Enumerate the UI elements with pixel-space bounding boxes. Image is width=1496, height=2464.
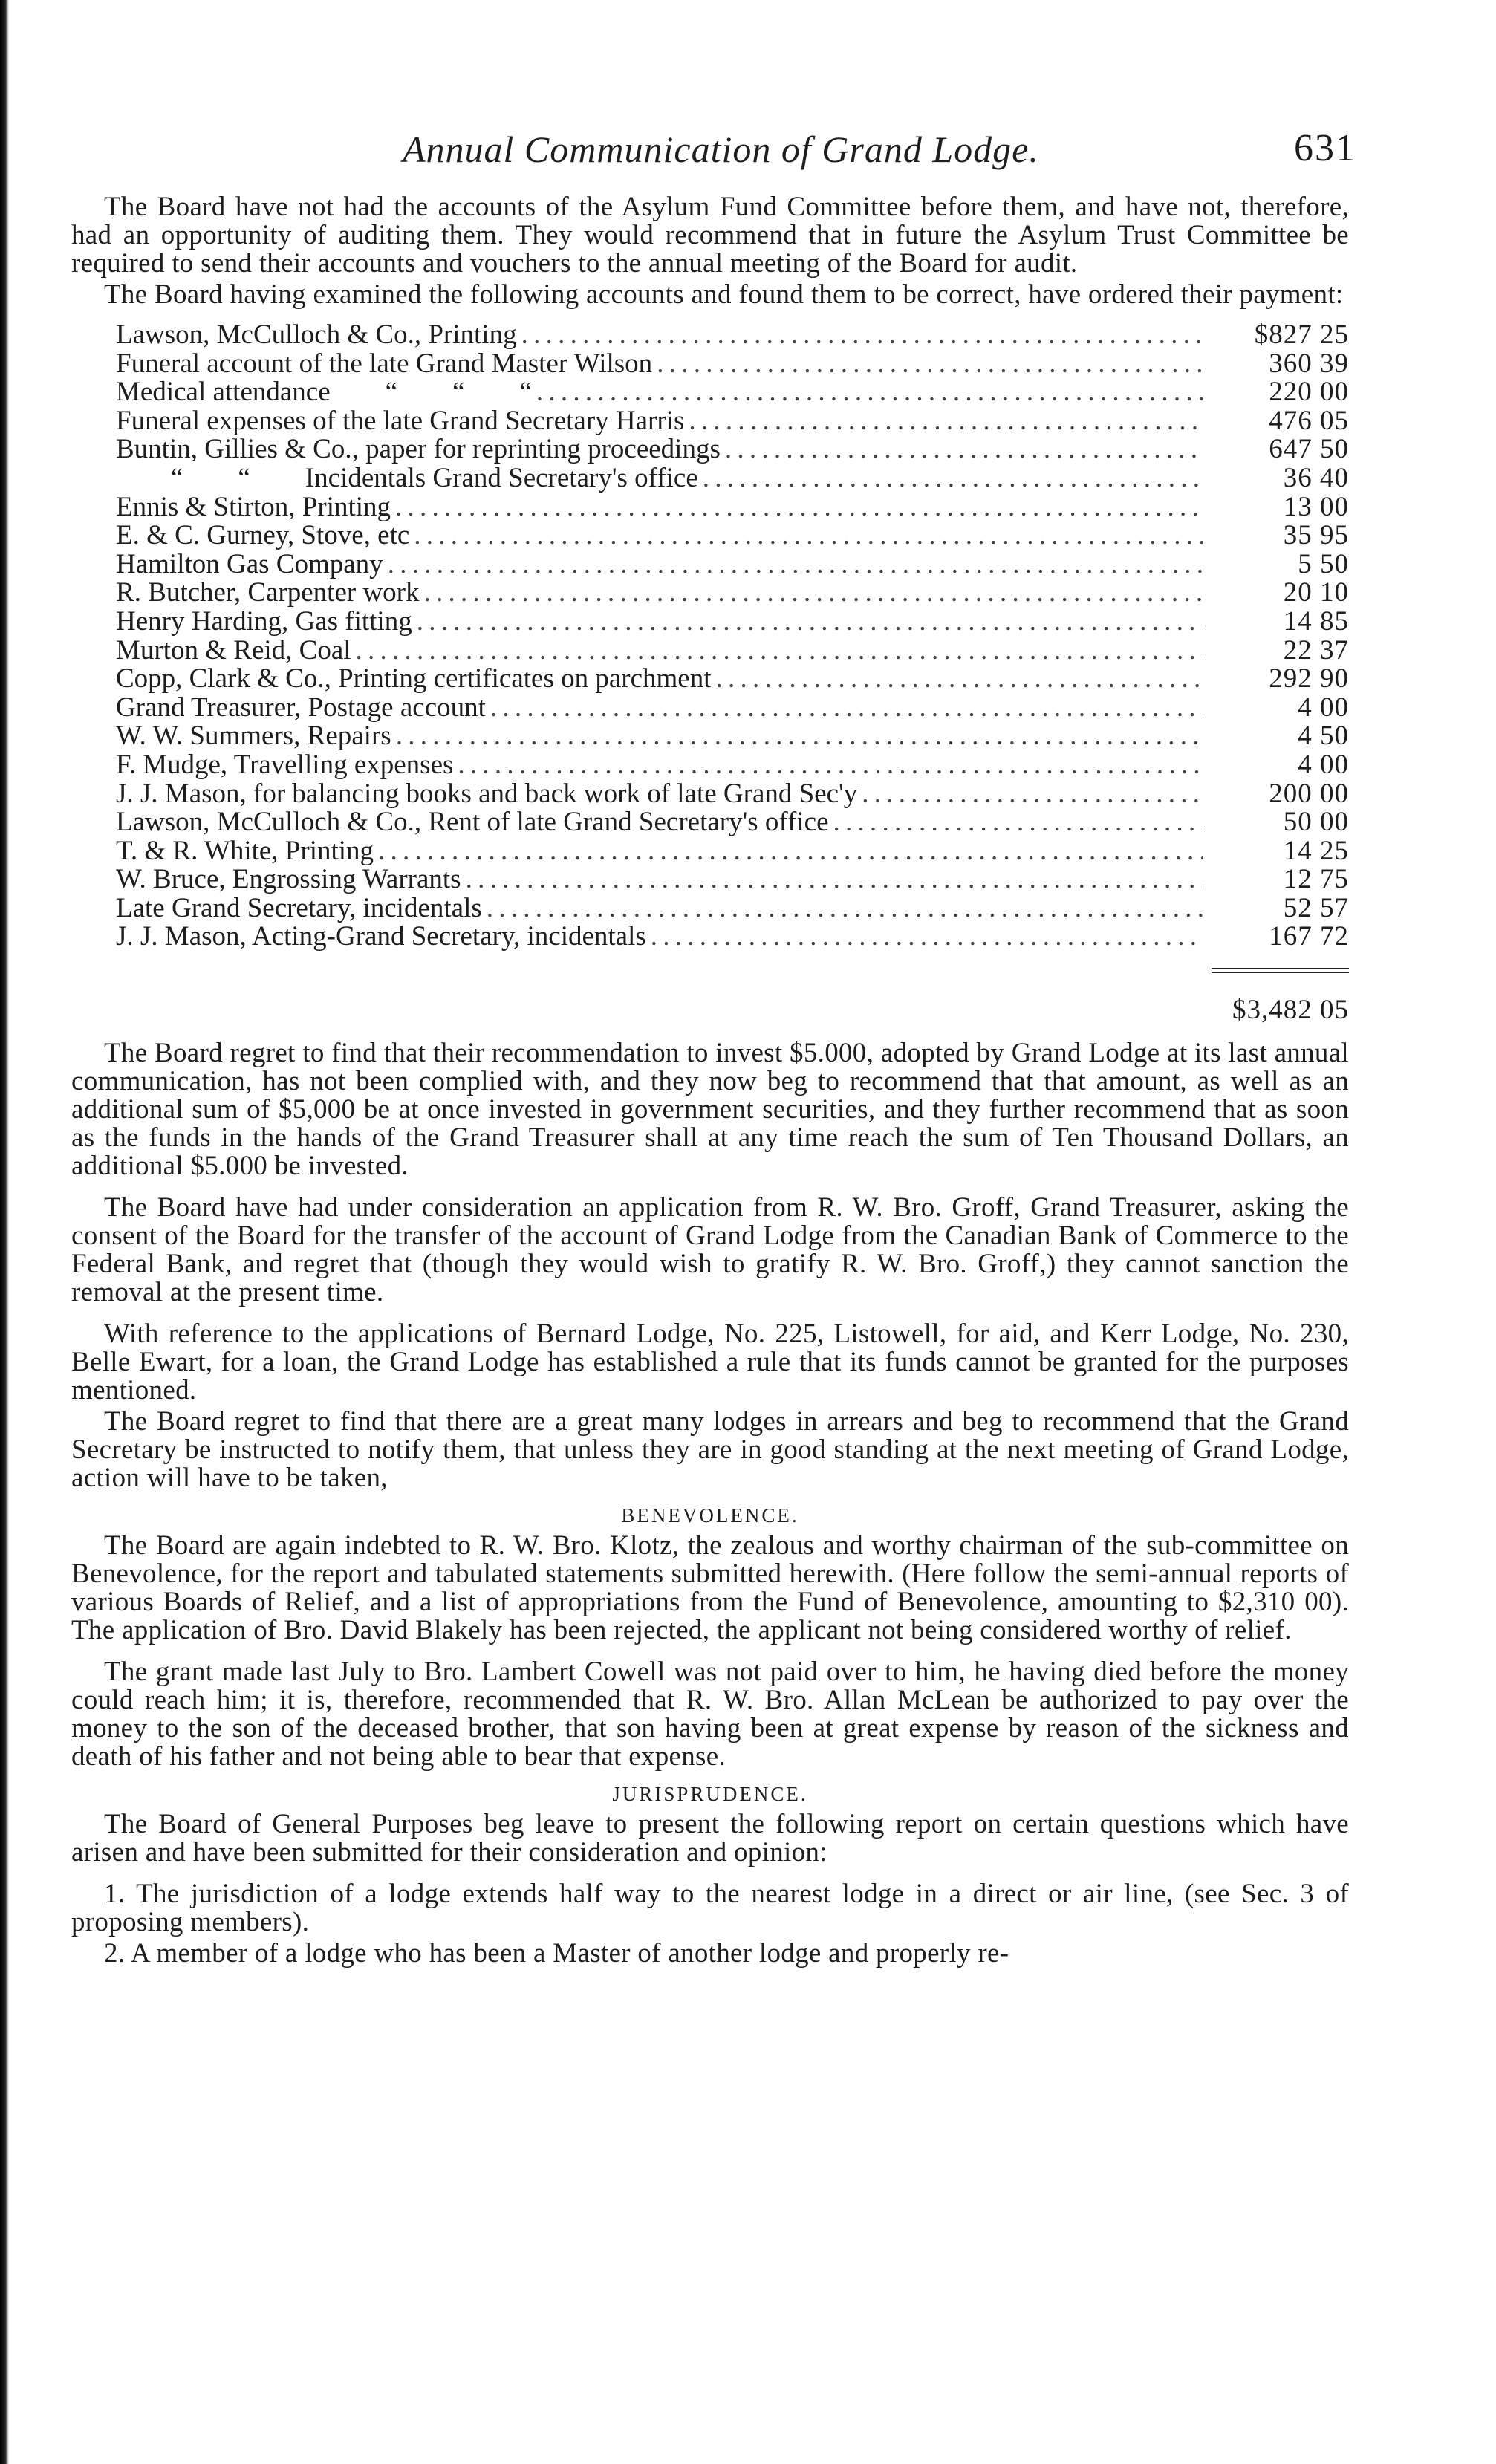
paragraph-bank-transfer: The Board have had under consideration an application from R. W. Bro. Groff, Grand Treasurer, asking the consent of the Board for the transfer of the account of Grand Lodge from the Canadian Bank of Commerce to the Federal Bank, and regret that (though they would wish to gratify R. W. Bro. Groff,) they cannot sanction the removal at the present time.	[71, 1192, 1349, 1308]
paragraph-lodge-applications: With reference to the applications of Bernard Lodge, No. 225, Listowell, for aid, and Kerr Lodge, No. 230, Belle Ewart, for a loan, the Grand Lodge has established a rule that its funds cannot be granted for the purposes mentioned.	[71, 1319, 1349, 1406]
account-amount: 647 50	[1269, 434, 1349, 465]
account-label: F. Mudge, Travelling expenses	[116, 749, 454, 780]
dot-leader	[396, 722, 1203, 751]
dot-leader	[378, 837, 1203, 866]
account-amount: 35 95	[1283, 520, 1349, 551]
dot-leader	[833, 808, 1203, 837]
account-row	[116, 865, 1349, 894]
account-row	[116, 464, 1349, 493]
dot-leader	[657, 350, 1203, 379]
account-amount: 50 00	[1283, 807, 1349, 838]
account-label: Lawson, McCulloch & Co., Rent of late Grand Secretary's office	[116, 807, 829, 838]
account-amount: 360 39	[1269, 348, 1349, 379]
account-amount: 220 00	[1269, 377, 1349, 408]
page-header	[71, 111, 1356, 193]
account-row	[116, 350, 1349, 379]
accounts-list	[116, 321, 1349, 952]
dot-leader	[466, 865, 1203, 894]
account-row	[116, 407, 1349, 436]
paragraph-investment: The Board regret to find that their recommendation to invest $5.000, adopted by Grand Lodge at its last annual communication, has not been complied with, and they now beg to recommend that that amount, as well as an additional sum of $5,000 be at once invested in government securities, and they further recommend that as soon as the funds in the hands of the Grand Treasurer shall at any time reach the sum of Ten Thousand Dollars, an additional $5.000 be invested.	[71, 1038, 1349, 1182]
dot-leader	[417, 608, 1203, 637]
page-spine-shadow	[0, 0, 9, 2464]
account-amount: 200 00	[1269, 778, 1349, 809]
account-amount: 4 00	[1298, 692, 1349, 723]
account-amount: 22 37	[1283, 634, 1349, 666]
dot-leader	[862, 780, 1203, 809]
account-row	[116, 634, 1349, 666]
account-amount: 36 40	[1283, 462, 1349, 493]
account-row	[116, 837, 1349, 866]
page-number: 631	[1294, 127, 1356, 169]
account-amount: 5 50	[1298, 548, 1349, 579]
dot-leader	[356, 637, 1203, 666]
document-page	[71, 111, 1356, 1969]
account-amount: 292 90	[1269, 663, 1349, 695]
account-amount: 4 50	[1298, 721, 1349, 752]
account-amount: 13 00	[1283, 491, 1349, 522]
dot-leader	[536, 378, 1203, 407]
dot-leader	[487, 894, 1203, 923]
running-title: Annual Communication of Grand Lodge.	[403, 129, 1039, 170]
heading-jurisprudence: JURISPRUDENCE.	[612, 1783, 808, 1806]
account-label: J. J. Mason, Acting-Grand Secretary, incidentals	[116, 921, 646, 952]
account-label: “ “ Incidentals Grand Secretary's office	[116, 462, 698, 493]
dot-leader	[458, 751, 1203, 780]
paragraph-member-master: 2. A member of a lodge who has been a Master of another lodge and properly re-	[104, 1938, 1009, 1969]
sum-rule	[1212, 968, 1349, 973]
account-label: Copp, Clark & Co., Printing certificates on parchment	[116, 663, 712, 695]
account-label: Late Grand Secretary, incidentals	[116, 892, 482, 923]
dot-leader	[725, 435, 1203, 464]
paragraph-accounts-intro: The Board having examined the following accounts and found them to be correct, have ordered their payment:	[104, 279, 1344, 310]
accounts-total-row	[116, 994, 1349, 1026]
account-label: Lawson, McCulloch & Co., Printing	[116, 319, 517, 350]
account-row	[116, 321, 1349, 350]
dot-leader	[388, 550, 1203, 579]
account-amount: 52 57	[1283, 892, 1349, 923]
paragraph-arrears: The Board regret to find that there are a great many lodges in arrears and beg to recommend that the Grand Secretary be instructed to notify them, that unless they are in good standing at the next meeting of Grand Lodge, action will have to be taken,	[71, 1406, 1349, 1494]
paragraph-cowell-grant: The grant made last July to Bro. Lambert Cowell was not paid over to him, he having died before the money could reach him; it is, therefore, recommended that R. W. Bro. Allan McLean be authorized to pay over the money to the son of the deceased brother, that son having been at great expense by reason of the sickness and death of his father and not being able to bear that expense.	[71, 1657, 1349, 1772]
account-label: Medical attendance “ “ “	[116, 377, 532, 408]
account-row	[116, 493, 1349, 522]
paragraph-jurisdiction: 1. The jurisdiction of a lodge extends half way to the nearest lodge in a direct or air line, (see Sec. 3 of proposing members).	[71, 1879, 1349, 1938]
account-label: Henry Harding, Gas fitting	[116, 605, 412, 637]
account-label: Buntin, Gillies & Co., paper for reprinting proceedings	[116, 434, 721, 465]
account-label: Hamilton Gas Company	[116, 548, 383, 579]
account-row	[116, 694, 1349, 723]
account-row	[116, 579, 1349, 608]
account-row	[116, 435, 1349, 464]
account-amount: $827 25	[1254, 319, 1349, 350]
dot-leader	[423, 579, 1203, 608]
account-label: Grand Treasurer, Postage account	[116, 692, 486, 723]
account-row	[116, 894, 1349, 923]
paragraph-asylum-fund: The Board have not had the accounts of the Asylum Fund Committee before them, and have not, therefore, had an opportunity of auditing them. They would recommend that in future the Asylum Trust Committee be required to send their accounts and vouchers to the annual meeting of the Board for audit.	[71, 192, 1349, 279]
account-label: W. Bruce, Engrossing Warrants	[116, 864, 461, 895]
account-row	[116, 605, 1349, 637]
account-label: T. & R. White, Printing	[116, 835, 374, 866]
account-row	[116, 378, 1349, 407]
account-row	[116, 722, 1349, 751]
account-label: J. J. Mason, for balancing books and back work of late Grand Sec'y	[116, 778, 858, 809]
dot-leader	[689, 407, 1203, 436]
account-label: W. W. Summers, Repairs	[116, 721, 391, 752]
account-label: Murton & Reid, Coal	[116, 634, 351, 666]
account-amount: 20 10	[1283, 577, 1349, 608]
accounts-total: $3,482 05	[1232, 995, 1349, 1026]
dot-leader	[521, 321, 1203, 350]
account-label: Funeral expenses of the late Grand Secretary Harris	[116, 405, 685, 436]
account-amount: 14 25	[1283, 835, 1349, 866]
dot-leader	[716, 665, 1204, 694]
account-label: Funeral account of the late Grand Master Wilson	[116, 348, 653, 379]
dot-leader	[490, 694, 1203, 723]
dot-leader	[703, 464, 1203, 493]
account-label: E. & C. Gurney, Stove, etc	[116, 520, 410, 551]
account-amount: 167 72	[1269, 921, 1349, 952]
account-label: Ennis & Stirton, Printing	[116, 491, 391, 522]
account-row	[116, 521, 1349, 550]
dot-leader	[414, 521, 1203, 550]
account-amount: 14 85	[1283, 605, 1349, 637]
paragraph-benevolence-report: The Board are again indebted to R. W. Bro. Klotz, the zealous and worthy chairman of the sub-committee on Benevolence, for the report and tabulated statements submitted herewith. (Here follow the semi-annual reports of various Boards of Relief, and a list of appropriations from the Fund of Benevolence, amounting to $2,310 00). The application of Bro. David Blakely has been rejected, the applicant not being considered worthy of relief.	[71, 1530, 1349, 1646]
account-row	[116, 808, 1349, 837]
account-row	[116, 550, 1349, 579]
paragraph-jurisprudence-intro: The Board of General Purposes beg leave to present the following report on certain questions which have arisen and have been submitted for their consideration and opinion:	[71, 1809, 1349, 1868]
account-row	[116, 665, 1349, 694]
account-amount: 12 75	[1283, 864, 1349, 895]
dot-leader	[395, 493, 1203, 522]
account-row	[116, 780, 1349, 809]
account-amount: 4 00	[1298, 749, 1349, 780]
heading-benevolence: BENEVOLENCE.	[621, 1504, 799, 1527]
dot-leader	[651, 923, 1203, 952]
account-row	[116, 751, 1349, 780]
account-label: R. Butcher, Carpenter work	[116, 577, 420, 608]
account-row	[116, 923, 1349, 952]
account-amount: 476 05	[1269, 405, 1349, 436]
